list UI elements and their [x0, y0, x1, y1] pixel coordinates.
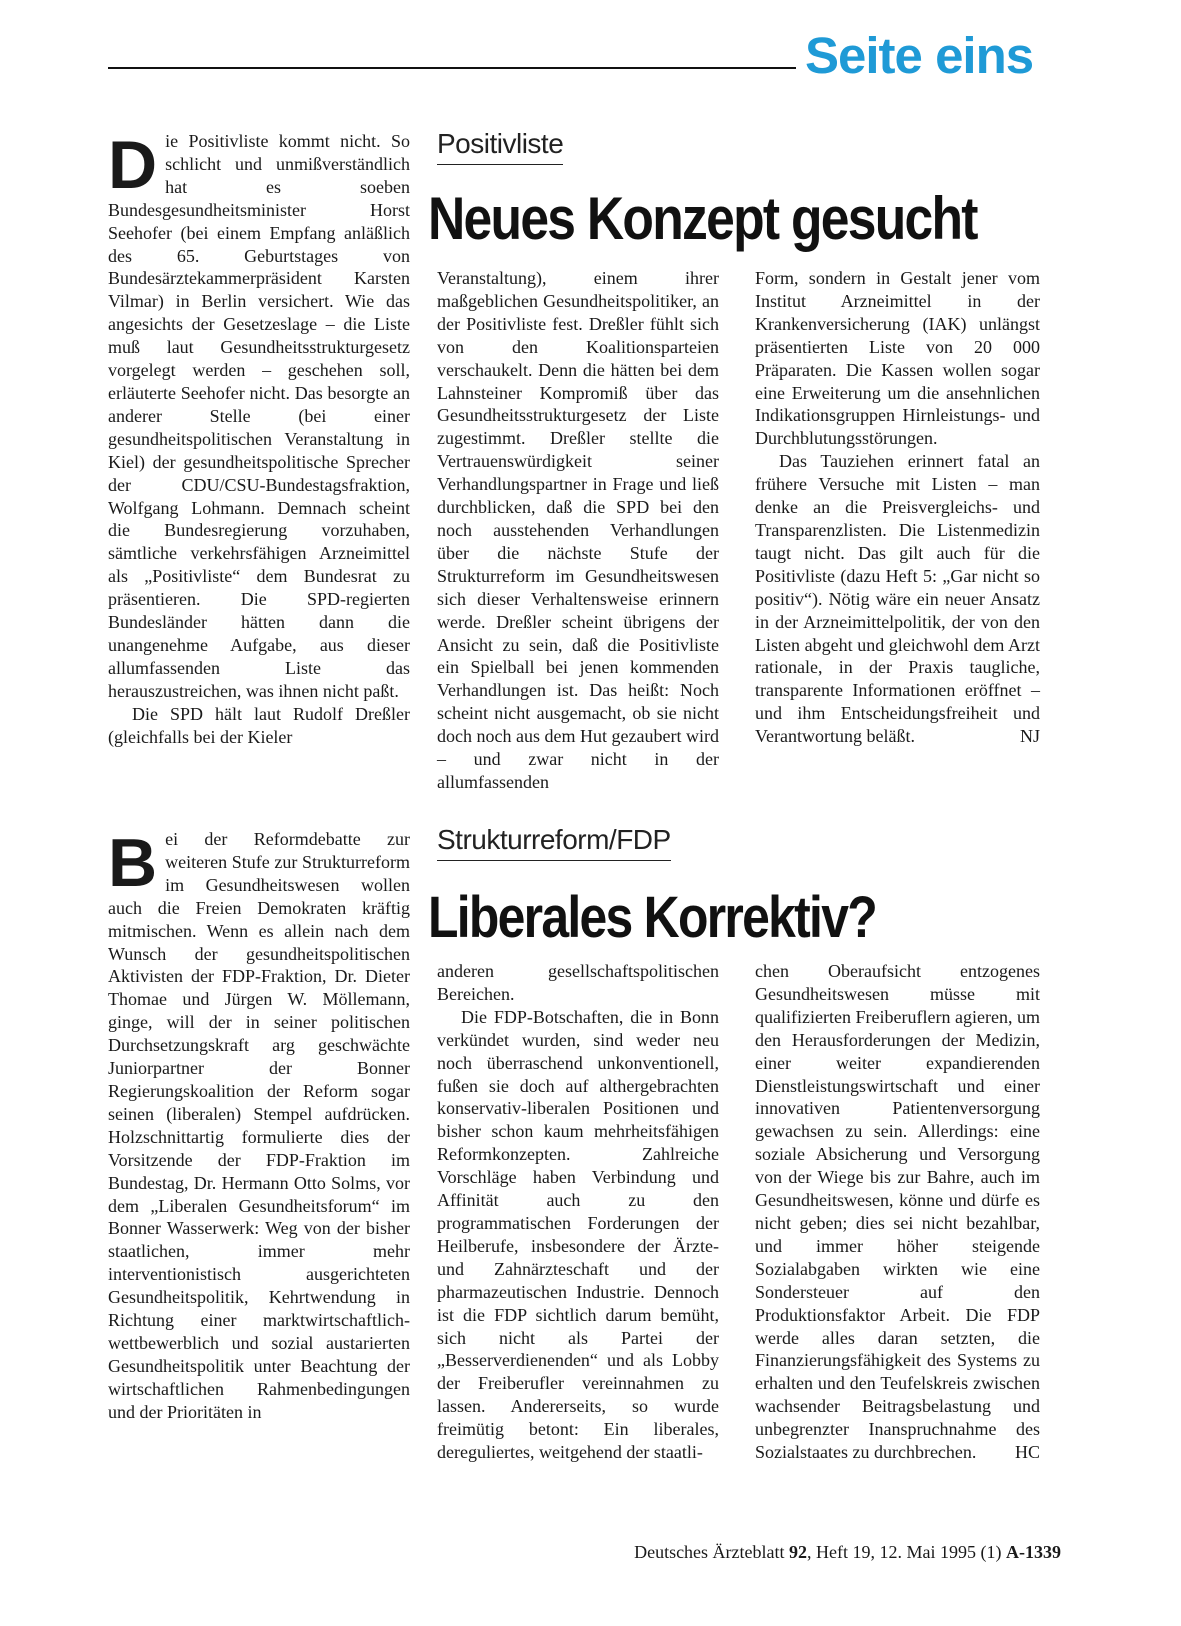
article1-col1-para-1: ie Positivliste kommt nicht. So schlicht und unmißverständlich hat es soeben Bundesgesundheitsminister Horst Seehofer (bei einem Empfang anläßlich des 65. Geburtstages von Bundesärztekammerpräsident Karsten Vilmar) in Berlin versichert. Wie das angesichts der Gesetzeslage – die Liste muß laut Gesundheitsstrukturgesetz vorgelegt werden – geschehen soll, erläuterte Seehofer nicht. Das besorgte an anderer Stelle (bei einer gesundheitspolitischen Veranstaltung in Kiel) der gesundheitspolitische Sprecher der CDU/CSU-Bundestagsfraktion, Wolfgang Lohmann. Demnach scheint die Bundesregierung vorzuhaben, sämtliche verkehrsfähigen Arzneimittel als „Positivliste“ dem Bundesrat zu präsentieren. Die SPD-regierten Bundesländer hätten dann die unangenehme Aufgabe, aus dieser allumfassenden Liste das herauszustreichen, was ihnen nicht paßt. — [108, 131, 410, 701]
footer-issue-date: , Heft 19, 12. Mai 1995 (1) — [807, 1542, 1002, 1562]
article1-col3-para-2: Das Tauziehen erinnert fatal an frühere Versuche mit Listen – man denke an die Preisvergleichs- und Transparenzlisten. Die Listenmedizin taugt nicht. Das gilt auch für die Positivliste (dazu Heft 5: „Gar nicht so positiv“). Nötig wäre ein neuer Ansatz in der Arzneimittelpolitik, der von den Listen abgeht und gleichwohl dem Arzt rationale, in der Praxis taugliche, transparente Informationen eröffnet – und ihm Entscheidungsfreiheit und Verantwortung beläßt. — [755, 451, 1040, 747]
article1-drop-cap: D — [108, 127, 158, 203]
article2-signature: HC — [1014, 1442, 1040, 1463]
article1-column-2 — [437, 267, 719, 794]
article1-signature: NJ — [1019, 726, 1040, 747]
article2-drop-cap: B — [108, 825, 158, 901]
article2-kicker: Strukturreform/FDP — [437, 824, 671, 861]
article1-column-3 — [755, 267, 1040, 748]
article2-col3-para-1: chen Oberaufsicht entzogenes Gesundheitswesen müsse mit qualifizierten Freiberuflern agieren, um den Herausforderungen der Medizin, einer weiter expandierenden Dienstleistungswirtschaft und einer innovativen Patientenversorgung gewachsen zu sein. Allerdings: eine soziale Absicherung und Versorgung von der Wiege bis zur Bahre, auch im Gesundheitswesen, könne und dürfe es nicht geben; dies sei nicht bezahlbar, und immer höher steigende Sozialabgaben wirkten wie eine Sondersteuer auf den Produktionsfaktor Arbeit. Die FDP werde alles daran setzten, die Finanzierungsfähigkeit des Systems zu erhalten und den Teufelskreis zwischen wachsender Beitragsbelastung und unbegrenzter Inanspruchnahme des Sozialstaates zu durchbrechen. — [755, 961, 1040, 1463]
footer-page-number: A-1339 — [1006, 1542, 1061, 1562]
article2-col2-para-1: anderen gesellschaftspolitischen Bereichen. — [437, 961, 719, 1004]
article2-col1-para-1: ei der Reformdebatte zur weiteren Stufe zur Strukturreform im Gesundheitswesen wollen auch die Freien Demokraten kräftig mitmischen. Wenn es allein nach dem Wunsch der gesundheitspolitischen Aktivisten der FDP-Fraktion, Dr. Dieter Thomae und Jürgen W. Möllemann, ginge, will der in seiner politischen Durchsetzungskraft arg geschwächte Juniorpartner der Bonner Regierungskoalition der Reform sogar seinen (liberalen) Stempel aufdrücken. Holzschnittartig formulierte dies der Vorsitzende der FDP-Fraktion im Bundestag, Dr. Hermann Otto Solms, vor dem „Liberalen Gesundheitsforum“ im Bonner Wasserwerk: Weg von der bisher staatlichen, immer mehr interventionistisch ausgerichteten Gesundheitspolitik, Kehrtwendung in Richtung einer marktwirtschaftlich-wettbewerblich und sozial austarierten Gesundheitspolitik unter Beachtung der wirtschaftlichen Rahmenbedingungen und der Prioritäten in — [108, 829, 410, 1422]
footer-volume: 92 — [789, 1542, 808, 1562]
article2-column-3 — [755, 960, 1040, 1464]
section-title: Seite eins — [805, 27, 1034, 84]
article2-column-2 — [437, 960, 719, 1464]
article2-column-1 — [108, 825, 410, 1424]
footer-journal: Deutsches Ärzteblatt — [634, 1542, 785, 1562]
article1-headline: Neues Konzept gesucht — [428, 185, 977, 252]
article1-kicker: Positivliste — [437, 128, 563, 165]
article1-col1-para-2: Die SPD hält laut Rudolf Dreßler (gleichfalls bei der Kieler — [108, 703, 410, 747]
page-footer — [634, 1542, 1061, 1563]
article1-column-1 — [108, 127, 410, 748]
article1-col3-para-1: Form, sondern in Gestalt jener vom Institut Arzneimittel in der Krankenversicherung (IAK) unlängst präsentierten Liste von 20 000 Präparaten. Die Kassen wollen sogar eine Erweiterung um die ansehnlichen Indikationsgruppen Hirnleistungs- und Durchblutungsstörungen. — [755, 268, 1040, 449]
article2-headline: Liberales Korrektiv? — [428, 885, 876, 950]
article2-col2-para-2: Die FDP-Botschaften, die in Bonn verkündet wurden, sind weder neu noch überraschend unkonventionell, fußen sie doch auf althergebrachten konservativ-liberalen Positionen und bisher schon kaum mehrheitsfähigen Reformkonzepten. Zahlreiche Vorschläge haben Verbindung und Affinität auch zu den programmatischen Forderungen der Heilberufe, insbesondere der Ärzte- und Zahnärzteschaft und der pharmazeutischen Industrie. Dennoch ist die FDP sichtlich darum bemüht, sich nicht als Partei der „Besserverdienenden“ und als Lobby der Freiberufler vereinnahmen zu lassen. Andererseits, so wurde freimütig betont: Ein liberales, dereguliertes, weitgehend der staatli- — [437, 1006, 719, 1463]
header-rule — [108, 67, 796, 69]
article1-col2-para-1: Veranstaltung), einem ihrer maßgeblichen Gesundheitspolitiker, an der Positivliste fest. Dreßler fühlt sich von den Koalitionsparteien verschaukelt. Denn die hätten bei dem Lahnsteiner Kompromiß über das Gesundheitsstrukturgesetz der Liste zugestimmt. Dreßler stellte die Vertrauenswürdigkeit seiner Verhandlungspartner in Frage und ließ durchblicken, daß die SPD bei den noch ausstehenden Verhandlungen über die nächste Stufe der Strukturreform im Gesundheitswesen sich dieser Verhaltensweise erinnern werde. Dreßler scheint übrigens der Ansicht zu sein, daß die Positivliste ein Spielball bei jenen kommenden Verhandlungen ist. Das heißt: Noch scheint nicht ausgemacht, ob sie nicht doch noch aus dem Hut gezaubert wird – und zwar nicht in der allumfassenden — [437, 268, 719, 792]
